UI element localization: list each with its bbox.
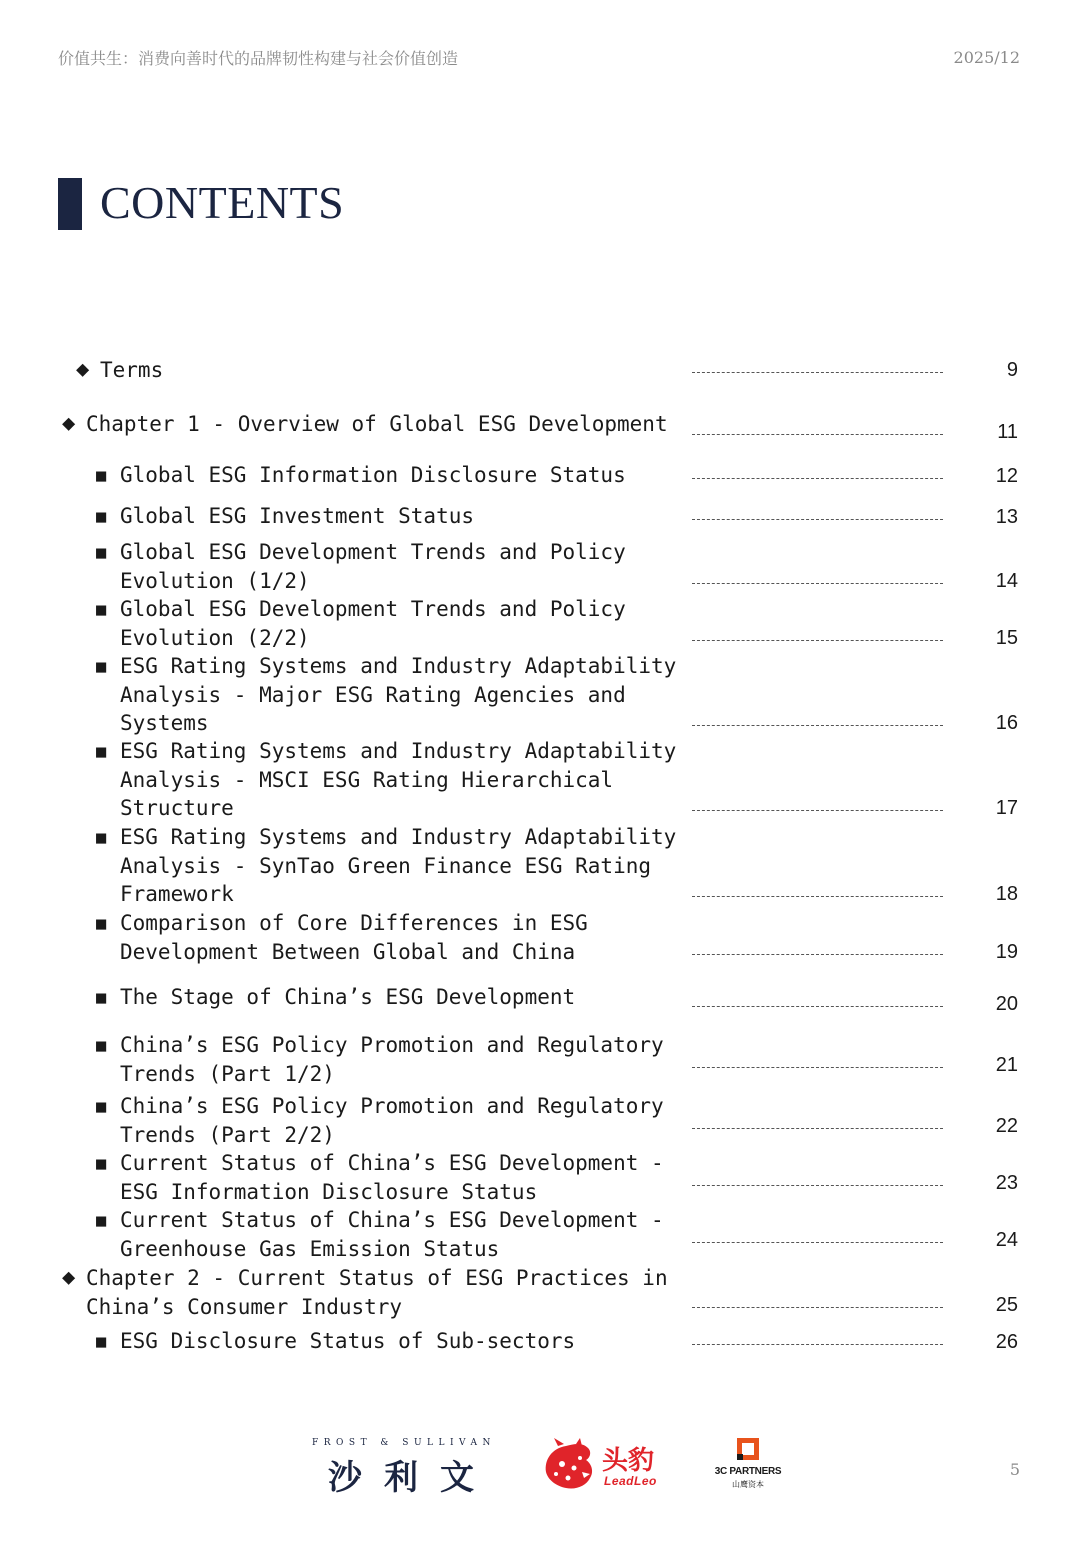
toc-entry-title: Terms bbox=[100, 358, 164, 382]
leadleo-chinese-name: 头豹 bbox=[602, 1446, 655, 1476]
toc-entry-title: China’s ESG Policy Promotion and Regulatory bbox=[120, 1094, 664, 1118]
frost-sullivan-logo bbox=[312, 1438, 507, 1499]
toc-entry-title: ESG Information Disclosure Status bbox=[120, 1179, 538, 1204]
toc-page-number: 23 bbox=[995, 1172, 1018, 1194]
toc-page-number: 11 bbox=[997, 421, 1018, 443]
toc-dotted-leader bbox=[692, 1006, 943, 1007]
toc-dotted-leader bbox=[692, 1185, 943, 1186]
3c-partners-logo bbox=[708, 1436, 788, 1496]
contents-heading: CONTENTS bbox=[100, 177, 345, 228]
square-bullet-icon: ■ bbox=[96, 1211, 107, 1231]
toc-entry-title: Greenhouse Gas Emission Status bbox=[120, 1236, 500, 1261]
toc-entry-title: Framework bbox=[120, 882, 234, 906]
3c-partners-chinese-name: 山鹰资本 bbox=[732, 1480, 764, 1489]
square-bullet-icon: ■ bbox=[96, 1332, 107, 1352]
toc-page-number: 20 bbox=[995, 993, 1018, 1015]
toc-dotted-leader bbox=[692, 1242, 943, 1243]
toc-entry-title: Chapter 1 - Overview of Global ESG Development bbox=[86, 412, 668, 436]
page-number: 5 bbox=[1009, 1460, 1020, 1479]
footer-logos bbox=[0, 1430, 1080, 1500]
square-bullet-icon: ■ bbox=[96, 657, 107, 677]
toc-entry-title: China’s ESG Policy Promotion and Regulatory bbox=[120, 1033, 664, 1057]
toc-page-number: 22 bbox=[995, 1115, 1018, 1137]
toc-page-number: 16 bbox=[995, 712, 1018, 734]
square-bullet-icon: ■ bbox=[96, 988, 107, 1008]
leadleo-english-name: LeadLeo bbox=[604, 1474, 657, 1488]
frost-sullivan-chinese-name: 沙利文 bbox=[328, 1458, 496, 1498]
square-bullet-icon: ■ bbox=[96, 1154, 107, 1174]
toc-entry-title: Comparison of Core Differences in ESG bbox=[120, 911, 588, 935]
toc-page-number: 9 bbox=[1006, 359, 1018, 381]
toc-entry-title: Chapter 2 - Current Status of ESG Practices in bbox=[86, 1266, 668, 1290]
toc-dotted-leader bbox=[692, 1128, 943, 1129]
toc-page-number: 13 bbox=[995, 506, 1018, 528]
toc-page-number: 17 bbox=[995, 797, 1018, 819]
square-bullet-icon: ■ bbox=[96, 507, 107, 527]
toc-dotted-leader bbox=[692, 954, 943, 955]
header-title: 价值共生：消费向善时代的品牌韧性构建与社会价值创造 bbox=[58, 49, 459, 68]
toc-dotted-leader bbox=[692, 519, 943, 520]
toc-page-number: 21 bbox=[995, 1054, 1018, 1076]
toc-entry-title: Structure bbox=[120, 796, 234, 820]
square-bullet-icon: ■ bbox=[96, 742, 107, 762]
toc-page-number: 19 bbox=[995, 941, 1018, 963]
toc-entry-title: Analysis - Major ESG Rating Agencies and bbox=[120, 682, 626, 707]
toc-entry-title: Trends (Part 1/2) bbox=[120, 1061, 335, 1086]
toc-entry-title: Trends (Part 2/2) bbox=[120, 1122, 335, 1147]
diamond-bullet-icon: ◆ bbox=[76, 357, 90, 382]
toc-dotted-leader bbox=[692, 640, 943, 641]
toc-entry-title: ESG Disclosure Status of Sub-sectors bbox=[120, 1329, 576, 1353]
toc-page-number: 18 bbox=[995, 883, 1018, 905]
toc-entry-title: Global ESG Development Trends and Policy bbox=[120, 597, 626, 621]
toc-dotted-leader bbox=[692, 1307, 943, 1308]
toc-dotted-leader bbox=[692, 896, 943, 897]
square-bullet-icon: ■ bbox=[96, 828, 107, 848]
3c-partners-english-name: 3C PARTNERS bbox=[714, 1466, 782, 1477]
toc-entry-title: Global ESG Development Trends and Policy bbox=[120, 540, 626, 564]
square-bullet-icon: ■ bbox=[96, 600, 107, 620]
frost-sullivan-wordmark: FROST & SULLIVAN bbox=[312, 1438, 496, 1448]
toc-entry-title: The Stage of China’s ESG Development bbox=[120, 985, 576, 1009]
toc-entry-title: ESG Rating Systems and Industry Adaptability bbox=[120, 825, 677, 849]
toc-dotted-leader bbox=[692, 583, 943, 584]
toc-entry-title: ESG Rating Systems and Industry Adaptability bbox=[120, 739, 677, 763]
3c-partners-square-icon bbox=[735, 1436, 761, 1462]
toc-entry-title: Systems bbox=[120, 711, 209, 735]
toc-entry-title: ESG Rating Systems and Industry Adaptability bbox=[120, 654, 677, 678]
diamond-bullet-icon: ◆ bbox=[62, 411, 76, 436]
toc-page-number: 14 bbox=[995, 570, 1018, 592]
toc-entry-title: Development Between Global and China bbox=[120, 939, 576, 964]
toc-dotted-leader bbox=[692, 434, 943, 435]
toc-entry-title: Current Status of China’s ESG Development - bbox=[120, 1151, 664, 1175]
square-bullet-icon: ■ bbox=[96, 1097, 107, 1117]
square-bullet-icon: ■ bbox=[96, 914, 107, 934]
square-bullet-icon: ■ bbox=[96, 1036, 107, 1056]
leopard-head-icon bbox=[540, 1438, 598, 1494]
square-bullet-icon: ■ bbox=[96, 543, 107, 563]
toc-dotted-leader bbox=[692, 725, 943, 726]
toc-page-number: 15 bbox=[995, 627, 1018, 649]
toc-dotted-leader bbox=[692, 1344, 943, 1345]
toc-dotted-leader bbox=[692, 1067, 943, 1068]
toc-page-number: 24 bbox=[995, 1229, 1018, 1251]
toc-dotted-leader bbox=[692, 372, 943, 373]
contents-accent-bar bbox=[58, 178, 82, 230]
toc-entry-title: Evolution (1/2) bbox=[120, 568, 310, 593]
diamond-bullet-icon: ◆ bbox=[62, 1265, 76, 1290]
header-date: 2025/12 bbox=[953, 48, 1020, 67]
toc-entry-title: Analysis - SynTao Green Finance ESG Rating bbox=[120, 853, 652, 878]
toc-dotted-leader bbox=[692, 478, 943, 479]
leadleo-logo bbox=[540, 1438, 670, 1496]
toc-dotted-leader bbox=[692, 810, 943, 811]
toc-entry-title: Global ESG Information Disclosure Status bbox=[120, 463, 626, 487]
toc-page-number: 25 bbox=[995, 1294, 1018, 1316]
toc-entry-title: Current Status of China’s ESG Development - bbox=[120, 1208, 664, 1232]
toc-entry-title: Global ESG Investment Status bbox=[120, 504, 475, 528]
toc-entry-title: Analysis - MSCI ESG Rating Hierarchical bbox=[120, 767, 614, 792]
toc-entry-title: Evolution (2/2) bbox=[120, 625, 310, 650]
toc-page-number: 26 bbox=[995, 1331, 1018, 1353]
toc-page-number: 12 bbox=[995, 465, 1018, 487]
square-bullet-icon: ■ bbox=[96, 466, 107, 486]
toc-entry-title: China’s Consumer Industry bbox=[86, 1294, 403, 1319]
